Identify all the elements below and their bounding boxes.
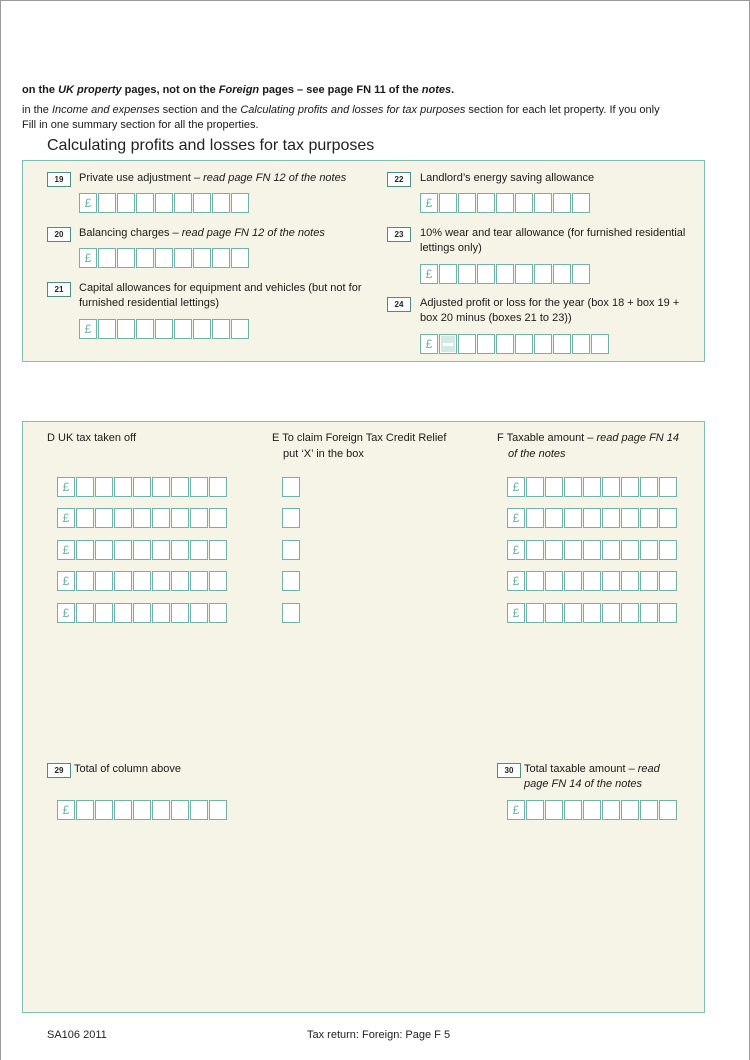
digit-box[interactable] <box>190 540 208 560</box>
digit-box[interactable] <box>553 334 571 354</box>
digit-box[interactable] <box>152 508 170 528</box>
digit-box[interactable] <box>526 540 544 560</box>
digit-box[interactable] <box>95 508 113 528</box>
digit-box[interactable] <box>193 319 211 339</box>
digit-box[interactable] <box>583 508 601 528</box>
digit-box[interactable] <box>95 603 113 623</box>
digit-box[interactable] <box>659 477 677 497</box>
digit-box[interactable] <box>133 540 151 560</box>
digit-box[interactable] <box>572 334 590 354</box>
digit-box[interactable] <box>152 800 170 820</box>
digit-box[interactable] <box>117 248 135 268</box>
intro-line-2: in the Income and expenses section and the Calculating profits and losses for tax purposes section for each let property. If you only <box>22 104 660 116</box>
digit-box[interactable] <box>572 193 590 213</box>
column-e-checkbox-1[interactable] <box>282 477 300 497</box>
box-number-19: 19 <box>47 172 71 187</box>
digit-box[interactable] <box>231 193 249 213</box>
box-23-label-line-2: lettings only) <box>420 242 482 254</box>
column-d-row-5[interactable] <box>57 603 228 623</box>
digit-box[interactable] <box>212 248 230 268</box>
column-f-row-2[interactable] <box>507 508 678 528</box>
pound-sign: £ <box>79 193 97 213</box>
digit-box[interactable] <box>496 193 514 213</box>
digit-box[interactable] <box>209 603 227 623</box>
digit-box[interactable] <box>621 477 639 497</box>
digit-box[interactable] <box>95 540 113 560</box>
negative-sign-cell[interactable] <box>439 334 457 354</box>
box-24-label-line-1: Adjusted profit or loss for the year (box 18 + box 19 + <box>420 297 680 309</box>
digit-box[interactable] <box>545 540 563 560</box>
digit-box[interactable] <box>564 540 582 560</box>
digit-box[interactable] <box>190 800 208 820</box>
column-e-header-line-1: E To claim Foreign Tax Credit Relief <box>272 432 447 444</box>
digit-box[interactable] <box>526 603 544 623</box>
digit-box[interactable] <box>117 319 135 339</box>
digit-box[interactable] <box>583 540 601 560</box>
digit-box[interactable] <box>439 193 457 213</box>
column-f-row-4[interactable] <box>507 571 678 591</box>
digit-box[interactable] <box>98 319 116 339</box>
digit-box[interactable] <box>640 508 658 528</box>
pound-sign: £ <box>57 477 75 497</box>
digit-box[interactable] <box>155 248 173 268</box>
digit-box[interactable] <box>621 571 639 591</box>
pound-sign: £ <box>79 248 97 268</box>
box-number-23: 23 <box>387 227 411 242</box>
digit-box[interactable] <box>659 800 677 820</box>
digit-box[interactable] <box>515 334 533 354</box>
column-e-checkbox-2[interactable] <box>282 508 300 528</box>
digit-box[interactable] <box>171 603 189 623</box>
box-30-amount-field[interactable] <box>507 800 678 820</box>
box-21-label-line-1: Capital allowances for equipment and vehicles (but not for <box>79 282 362 294</box>
digit-box[interactable] <box>76 571 94 591</box>
digit-box[interactable] <box>193 248 211 268</box>
page-border-left <box>0 0 1 1060</box>
box-number-22: 22 <box>387 172 411 187</box>
pound-sign: £ <box>57 571 75 591</box>
box-22-amount-field[interactable] <box>420 193 591 213</box>
digit-box[interactable] <box>602 800 620 820</box>
digit-box[interactable] <box>155 193 173 213</box>
digit-box[interactable] <box>640 540 658 560</box>
digit-box[interactable] <box>477 334 495 354</box>
digit-box[interactable] <box>545 477 563 497</box>
pound-sign: £ <box>507 603 525 623</box>
digit-box[interactable] <box>621 603 639 623</box>
column-f-header-line-2: of the notes <box>508 448 566 460</box>
digit-box[interactable] <box>117 193 135 213</box>
page-border-top <box>0 0 749 1</box>
box-number-24: 24 <box>387 297 411 312</box>
digit-box[interactable] <box>133 508 151 528</box>
digit-box[interactable] <box>564 477 582 497</box>
column-d-row-4[interactable] <box>57 571 228 591</box>
digit-box[interactable] <box>583 603 601 623</box>
digit-box[interactable] <box>564 571 582 591</box>
digit-box[interactable] <box>621 508 639 528</box>
pound-sign: £ <box>420 264 438 284</box>
box-20-amount-field[interactable] <box>79 248 250 268</box>
digit-box[interactable] <box>545 508 563 528</box>
digit-box[interactable] <box>95 571 113 591</box>
box-19-amount-field[interactable] <box>79 193 250 213</box>
digit-box[interactable] <box>174 248 192 268</box>
digit-box[interactable] <box>526 800 544 820</box>
digit-box[interactable] <box>553 193 571 213</box>
digit-box[interactable] <box>515 193 533 213</box>
box-30-label-line-2: page FN 14 of the notes <box>524 778 643 790</box>
section-title: Calculating profits and losses for tax purposes <box>47 137 375 154</box>
digit-box[interactable] <box>496 264 514 284</box>
digit-box[interactable] <box>174 193 192 213</box>
digit-box[interactable] <box>231 319 249 339</box>
digit-box[interactable] <box>515 264 533 284</box>
digit-box[interactable] <box>564 603 582 623</box>
box-29-amount-field[interactable] <box>57 800 228 820</box>
digit-box[interactable] <box>458 334 476 354</box>
digit-box[interactable] <box>602 571 620 591</box>
digit-box[interactable] <box>496 334 514 354</box>
digit-box[interactable] <box>602 508 620 528</box>
box-23-amount-field[interactable] <box>420 264 591 284</box>
box-number-30: 30 <box>497 763 521 778</box>
digit-box[interactable] <box>534 264 552 284</box>
digit-box[interactable] <box>133 800 151 820</box>
digit-box[interactable] <box>534 334 552 354</box>
digit-box[interactable] <box>477 264 495 284</box>
box-23-label-line-1: 10% wear and tear allowance (for furnished residential <box>420 227 686 239</box>
digit-box[interactable] <box>545 603 563 623</box>
pound-sign: £ <box>420 193 438 213</box>
box-19-label: Private use adjustment – read page FN 12 of the notes <box>79 172 347 184</box>
digit-box[interactable] <box>659 508 677 528</box>
digit-box[interactable] <box>209 508 227 528</box>
digit-box[interactable] <box>152 571 170 591</box>
column-d-row-3[interactable] <box>57 540 228 560</box>
column-f-header-line-1: F Taxable amount – read page FN 14 <box>497 432 680 444</box>
digit-box[interactable] <box>659 540 677 560</box>
digit-box[interactable] <box>209 571 227 591</box>
intro-line-1: on the UK property pages, not on the Foreign pages – see page FN 11 of the notes. <box>22 84 455 96</box>
digit-box[interactable] <box>602 477 620 497</box>
digit-box[interactable] <box>114 800 132 820</box>
digit-box[interactable] <box>171 571 189 591</box>
digit-box[interactable] <box>190 477 208 497</box>
column-d-row-1[interactable] <box>57 477 228 497</box>
digit-box[interactable] <box>133 477 151 497</box>
pound-sign: £ <box>507 571 525 591</box>
digit-box[interactable] <box>477 193 495 213</box>
pound-sign: £ <box>507 477 525 497</box>
pound-sign: £ <box>79 319 97 339</box>
digit-box[interactable] <box>602 540 620 560</box>
digit-box[interactable] <box>545 800 563 820</box>
pound-sign: £ <box>57 603 75 623</box>
box-24-label-line-2: box 20 minus (boxes 21 to 23)) <box>420 312 572 324</box>
pound-sign: £ <box>57 508 75 528</box>
digit-box[interactable] <box>621 540 639 560</box>
digit-box[interactable] <box>114 540 132 560</box>
digit-box[interactable] <box>76 508 94 528</box>
digit-box[interactable] <box>572 264 590 284</box>
box-21-amount-field[interactable] <box>79 319 250 339</box>
digit-box[interactable] <box>152 477 170 497</box>
column-d-row-2[interactable] <box>57 508 228 528</box>
digit-box[interactable] <box>76 540 94 560</box>
digit-box[interactable] <box>583 571 601 591</box>
digit-box[interactable] <box>209 477 227 497</box>
column-f-row-5[interactable] <box>507 603 678 623</box>
digit-box[interactable] <box>209 540 227 560</box>
digit-box[interactable] <box>174 319 192 339</box>
digit-box[interactable] <box>171 800 189 820</box>
box-21-label-line-2: furnished residential lettings) <box>79 297 220 309</box>
pound-sign: £ <box>57 540 75 560</box>
digit-box[interactable] <box>95 477 113 497</box>
digit-box[interactable] <box>171 508 189 528</box>
column-f-row-3[interactable] <box>507 540 678 560</box>
pound-sign: £ <box>507 800 525 820</box>
pound-sign: £ <box>420 334 438 354</box>
digit-box[interactable] <box>209 800 227 820</box>
digit-box[interactable] <box>114 508 132 528</box>
box-number-20: 20 <box>47 227 71 242</box>
digit-box[interactable] <box>564 508 582 528</box>
digit-box[interactable] <box>171 477 189 497</box>
column-f-row-1[interactable] <box>507 477 678 497</box>
digit-box[interactable] <box>458 264 476 284</box>
digit-box[interactable] <box>190 571 208 591</box>
digit-box[interactable] <box>152 540 170 560</box>
digit-box[interactable] <box>602 603 620 623</box>
digit-box[interactable] <box>76 603 94 623</box>
intro-line-3: Fill in one summary section for all the properties. <box>22 119 259 131</box>
digit-box[interactable] <box>583 800 601 820</box>
digit-box[interactable] <box>526 477 544 497</box>
digit-box[interactable] <box>583 477 601 497</box>
digit-box[interactable] <box>76 800 94 820</box>
digit-box[interactable] <box>564 800 582 820</box>
pound-sign: £ <box>507 540 525 560</box>
column-d-header: D UK tax taken off <box>47 432 137 444</box>
digit-box[interactable] <box>95 800 113 820</box>
digit-box[interactable] <box>439 264 457 284</box>
digit-box[interactable] <box>591 334 609 354</box>
digit-box[interactable] <box>171 540 189 560</box>
digit-box[interactable] <box>98 248 116 268</box>
box-number-29: 29 <box>47 763 71 778</box>
box-29-label: Total of column above <box>74 763 182 775</box>
box-20-label: Balancing charges – read page FN 12 of the notes <box>79 227 325 239</box>
form-reference: SA106 2011 <box>47 1029 107 1041</box>
digit-box[interactable] <box>545 571 563 591</box>
digit-box[interactable] <box>114 571 132 591</box>
digit-box[interactable] <box>212 193 230 213</box>
digit-box[interactable] <box>190 603 208 623</box>
column-e-checkbox-5[interactable] <box>282 603 300 623</box>
digit-box[interactable] <box>231 248 249 268</box>
digit-box[interactable] <box>136 319 154 339</box>
digit-box[interactable] <box>553 264 571 284</box>
digit-box[interactable] <box>640 800 658 820</box>
box-22-label: Landlord’s energy saving allowance <box>420 172 595 184</box>
digit-box[interactable] <box>190 508 208 528</box>
digit-box[interactable] <box>659 603 677 623</box>
digit-box[interactable] <box>152 603 170 623</box>
page-footer-title: Tax return: Foreign: Page F 5 <box>307 1029 451 1041</box>
digit-box[interactable] <box>155 319 173 339</box>
digit-box[interactable] <box>133 603 151 623</box>
digit-box[interactable] <box>114 603 132 623</box>
digit-box[interactable] <box>458 193 476 213</box>
pound-sign: £ <box>57 800 75 820</box>
digit-box[interactable] <box>534 193 552 213</box>
column-e-header-line-2: put ‘X’ in the box <box>283 448 364 460</box>
digit-box[interactable] <box>659 571 677 591</box>
digit-box[interactable] <box>526 571 544 591</box>
column-e-checkbox-3[interactable] <box>282 540 300 560</box>
digit-box[interactable] <box>212 319 230 339</box>
digit-box[interactable] <box>76 477 94 497</box>
digit-box[interactable] <box>133 571 151 591</box>
digit-box[interactable] <box>621 800 639 820</box>
digit-box[interactable] <box>114 477 132 497</box>
pound-sign: £ <box>507 508 525 528</box>
digit-box[interactable] <box>640 603 658 623</box>
digit-box[interactable] <box>136 193 154 213</box>
box-24-amount-field[interactable] <box>420 334 610 354</box>
box-number-21: 21 <box>47 282 71 297</box>
digit-box[interactable] <box>640 571 658 591</box>
digit-box[interactable] <box>640 477 658 497</box>
column-e-checkbox-4[interactable] <box>282 571 300 591</box>
box-30-label-line-1: Total taxable amount – read <box>524 763 660 775</box>
digit-box[interactable] <box>98 193 116 213</box>
digit-box[interactable] <box>193 193 211 213</box>
digit-box[interactable] <box>526 508 544 528</box>
digit-box[interactable] <box>136 248 154 268</box>
